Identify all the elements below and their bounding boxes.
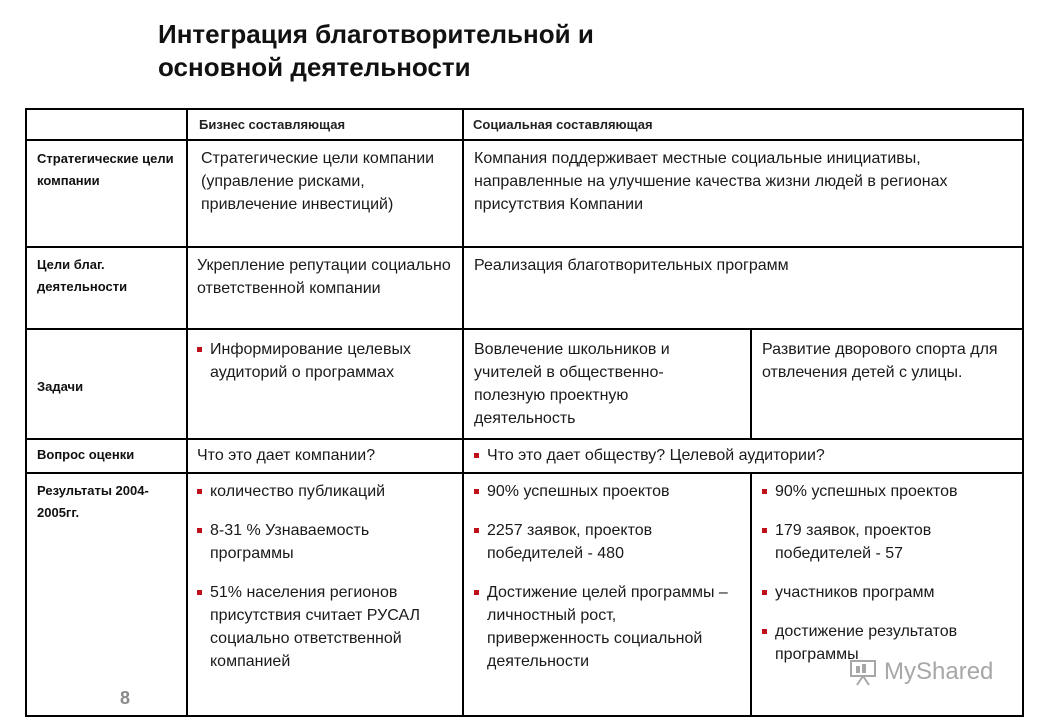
header-social: Социальная составляющая	[473, 117, 653, 132]
watermark	[848, 658, 993, 686]
results-social-b-cell	[760, 480, 1018, 666]
table-rule	[27, 472, 1022, 474]
watermark-text: MyShared	[884, 658, 994, 685]
evaluation-social-cell	[472, 444, 1017, 467]
table-col-rule	[186, 110, 188, 715]
table-rule	[27, 139, 1022, 141]
tasks-social-a-cell: Вовлечение школьников и учителей в общественно-полезную проектную деятельность	[474, 341, 670, 427]
charity-social-cell: Реализация благотворительных программ	[474, 257, 789, 274]
page-title	[158, 18, 858, 84]
list-item: 51% населения регионов присутствия считает РУСАЛ социально ответственной компанией	[195, 581, 457, 673]
table-col-rule	[462, 110, 464, 715]
list-item: 179 заявок, проектов победителей - 57	[760, 519, 1018, 565]
table-rule	[27, 438, 1022, 440]
bullet-icon	[762, 629, 767, 634]
list-item: Информирование целевых аудиторий о программах	[195, 338, 457, 384]
table-rule	[27, 246, 1022, 248]
list-item: участников программ	[760, 581, 1018, 604]
list-item: Что это дает обществу? Целевой аудитории?	[472, 444, 1017, 467]
list-item: 90% успешных проектов	[760, 480, 1018, 503]
bullet-icon	[474, 590, 479, 595]
title-line-2: основной деятельности	[158, 52, 471, 82]
bullet-icon	[197, 489, 202, 494]
results-social-a-cell	[472, 480, 742, 673]
bullet-icon	[474, 528, 479, 533]
row-label-strategic: Стратегические цели компании	[37, 151, 174, 188]
bullet-icon	[762, 590, 767, 595]
bullet-icon	[762, 528, 767, 533]
evaluation-business-cell: Что это дает компании?	[197, 447, 376, 464]
header-business: Бизнес составляющая	[199, 117, 346, 132]
table-col-rule	[750, 328, 752, 438]
strategic-business-cell: Стратегические цели компании (управление рисками, привлечение инвестиций)	[201, 150, 435, 213]
bullet-icon	[474, 453, 479, 458]
presentation-icon	[848, 658, 878, 686]
title-line-1: Интеграция благотворительной и	[158, 19, 594, 49]
integration-table	[25, 108, 1024, 717]
list-item: 8-31 % Узнаваемость программы	[195, 519, 457, 565]
row-label-results: Результаты 2004-2005гг.	[37, 483, 149, 520]
list-item: достижение результатов программы	[760, 620, 1018, 666]
list-item: количество публикаций	[195, 480, 457, 503]
list-item: Достижение целей программы – личностный рост, приверженность социальной деятельности	[472, 581, 742, 673]
table-col-rule	[750, 472, 752, 715]
results-business-cell	[195, 480, 457, 673]
bullet-icon	[474, 489, 479, 494]
tasks-business-cell	[195, 338, 457, 384]
list-item: 90% успешных проектов	[472, 480, 742, 503]
row-label-tasks: Задачи	[37, 379, 84, 394]
strategic-social-cell: Компания поддерживает местные социальные инициативы, направленные на улучшение качества жизни людей в регионах присутствия Компании	[474, 150, 948, 213]
list-item: 2257 заявок, проектов победителей - 480	[472, 519, 742, 565]
bullet-icon	[197, 347, 202, 352]
table-rule	[27, 328, 1022, 330]
charity-business-cell: Укрепление репутации социально ответственной компании	[197, 257, 451, 297]
row-label-charity: Цели благ. деятельности	[37, 257, 128, 294]
bullet-icon	[197, 590, 202, 595]
bullet-icon	[762, 489, 767, 494]
tasks-social-b-cell: Развитие дворового спорта для отвлечения детей с улицы.	[762, 341, 998, 381]
page-number: 8	[120, 688, 131, 708]
row-label-evaluation: Вопрос оценки	[37, 447, 135, 462]
bullet-icon	[197, 528, 202, 533]
